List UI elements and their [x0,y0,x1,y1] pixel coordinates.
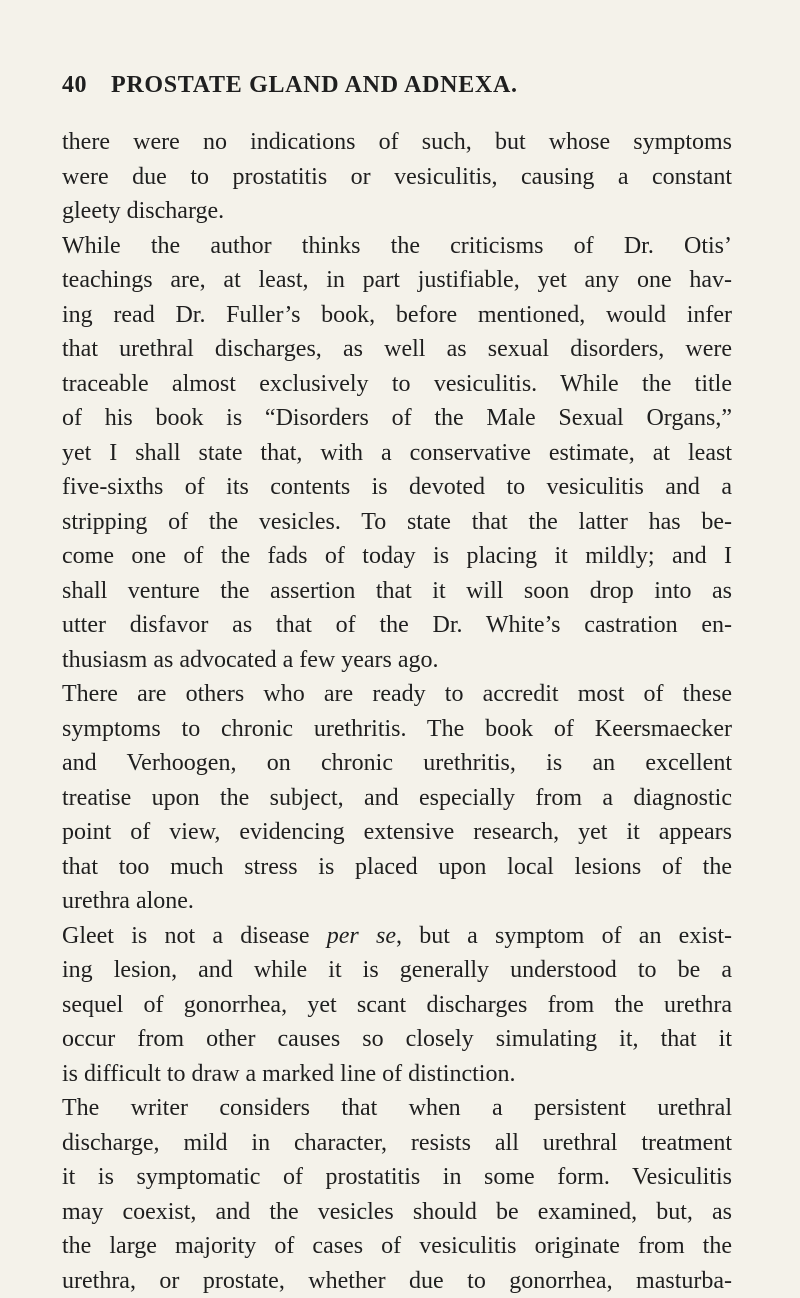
text-line: While the author thinks the criticisms of Dr. Otis’ [62,229,732,264]
text-line: traceable almost exclusively to vesiculitis. While the title [62,367,732,402]
text-line: ing read Dr. Fuller’s book, before mentioned, would infer [62,298,732,333]
text-line: shall venture the assertion that it will soon drop into as [62,574,732,609]
text-line: the large majority of cases of vesiculitis originate from the [62,1229,732,1264]
text-line: treatise upon the subject, and especially from a diagnostic [62,781,732,816]
text-line: yet I shall state that, with a conservative estimate, at least [62,436,732,471]
text-line: The writer considers that when a persistent urethral [62,1091,732,1126]
text-line: that too much stress is placed upon local lesions of the [62,850,732,885]
text-line: and Verhoogen, on chronic urethritis, is an excellent [62,746,732,781]
italic-phrase: per se [327,923,396,949]
text-line: of his book is “Disorders of the Male Sexual Organs,” [62,401,732,436]
text-line: symptoms to chronic urethritis. The book of Keersmaecker [62,712,732,747]
text-line: occur from other causes so closely simulating it, that it [62,1022,732,1057]
text-line: Gleet is not a disease per se, but a symptom of an exist- [62,919,732,954]
text-line: discharge, mild in character, resists all urethral treatment [62,1126,732,1161]
text-line: gleety discharge. [62,194,732,229]
text-line: were due to prostatitis or vesiculitis, causing a constant [62,160,732,195]
text-line: five-sixths of its contents is devoted to vesiculitis and a [62,470,732,505]
running-head [62,72,582,106]
text-line: is difficult to draw a marked line of distinction. [62,1057,732,1092]
text-line: thusiasm as advocated a few years ago. [62,643,732,678]
body-text [62,125,732,1298]
text-line: stripping of the vesicles. To state that the latter has be- [62,505,732,540]
running-title: PROSTATE GLAND AND ADNEXA. [111,72,518,99]
text-line: There are others who are ready to accredit most of these [62,677,732,712]
text-line: sequel of gonorrhea, yet scant discharges from the urethra [62,988,732,1023]
text-line: teachings are, at least, in part justifiable, yet any one hav- [62,263,732,298]
text-line: come one of the fads of today is placing it mildly; and I [62,539,732,574]
text-line: it is symptomatic of prostatitis in some form. Vesiculitis [62,1160,732,1195]
text-line: there were no indications of such, but whose symptoms [62,125,732,160]
text-line: may coexist, and the vesicles should be examined, but, as [62,1195,732,1230]
text-line: that urethral discharges, as well as sexual disorders, were [62,332,732,367]
text-line: point of view, evidencing extensive research, yet it appears [62,815,732,850]
text-line: utter disfavor as that of the Dr. White’s castration en- [62,608,732,643]
text-line: urethra, or prostate, whether due to gonorrhea, masturba- [62,1264,732,1298]
text-line: urethra alone. [62,884,732,919]
text-line: ing lesion, and while it is generally understood to be a [62,953,732,988]
page-number: 40 [62,72,87,99]
